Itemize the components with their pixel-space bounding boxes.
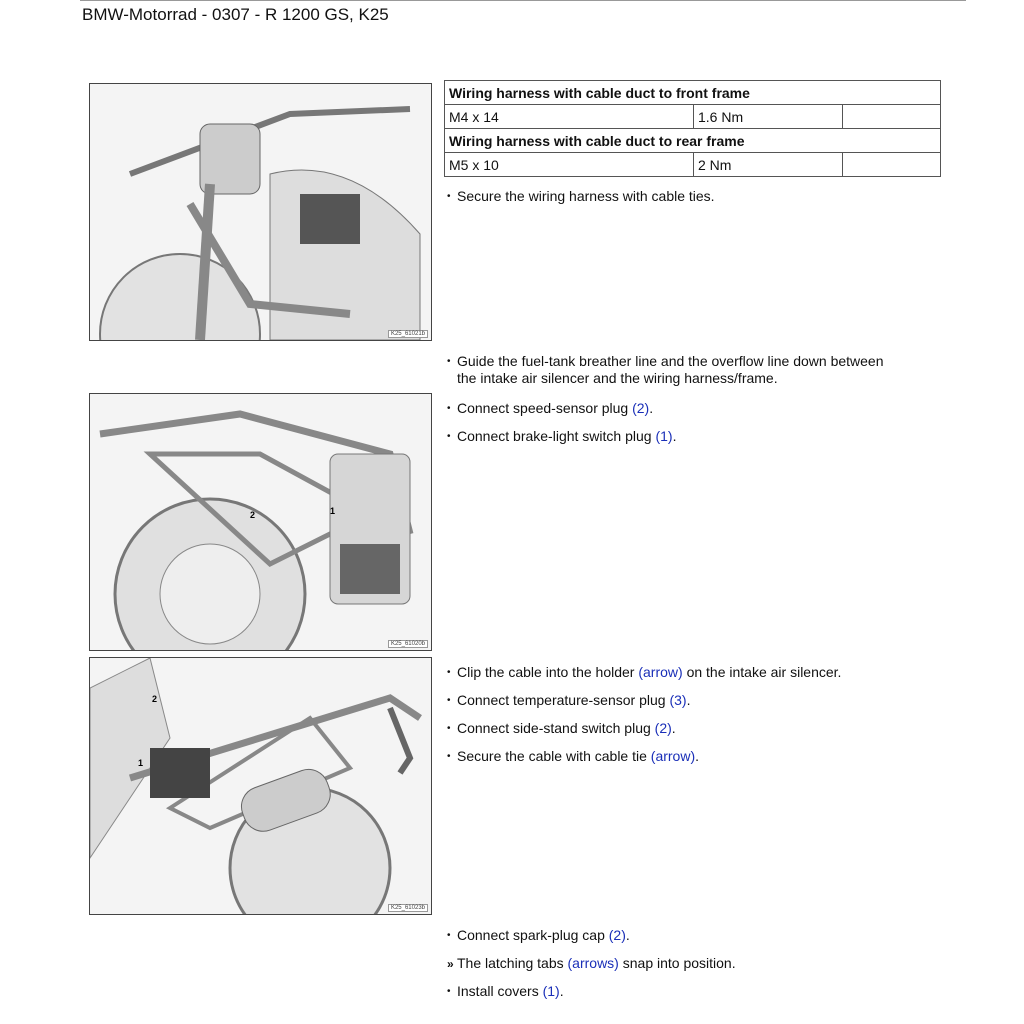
- step-text-after: on the intake air silencer.: [682, 664, 842, 680]
- step-text-after: .: [672, 428, 677, 444]
- bullet-marker: •: [447, 667, 451, 678]
- reference-link[interactable]: (arrow): [650, 748, 696, 764]
- step-text-after: .: [686, 692, 691, 708]
- step-text-after: .: [671, 720, 676, 736]
- reference-link[interactable]: (3): [669, 692, 687, 708]
- step-text: Secure the wiring harness with cable ties.: [457, 188, 715, 204]
- step-text: Connect spark-plug cap: [457, 927, 609, 943]
- figure-rear-frame: [89, 393, 432, 651]
- instruction-step: [447, 983, 564, 1000]
- table-heading-row: Wiring harness with cable duct to rear frame: [445, 129, 941, 153]
- motorcycle-front-illustration: [90, 84, 431, 340]
- step-text: Connect side-stand switch plug: [457, 720, 655, 736]
- bullet-marker: •: [447, 723, 451, 734]
- bullet-marker: •: [447, 930, 451, 941]
- instruction-step: [447, 955, 736, 973]
- step-text: Connect brake-light switch plug: [457, 428, 656, 444]
- reference-link[interactable]: (2): [608, 927, 626, 943]
- table-row: M4 x 14 1.6 Nm: [445, 105, 941, 129]
- instruction-step: [447, 428, 676, 445]
- step-text: Connect temperature-sensor plug: [457, 692, 670, 708]
- bullet-marker: •: [447, 751, 451, 762]
- motorcycle-rear-illustration: [90, 394, 431, 650]
- figure-caption: K25_61023b: [388, 904, 428, 912]
- instruction-step: [447, 720, 676, 737]
- instruction-step: [447, 664, 841, 681]
- figure-caption: K25_61021b: [388, 330, 428, 338]
- instruction-step: [447, 188, 715, 205]
- step-text: Install covers: [457, 983, 543, 999]
- figure-front-frame: [89, 83, 432, 341]
- instruction-step: [447, 748, 699, 765]
- reference-link[interactable]: (2): [654, 720, 672, 736]
- bullet-marker: •: [447, 695, 451, 706]
- step-text-after: .: [625, 927, 630, 943]
- bullet-marker: •: [447, 191, 451, 202]
- table-row: M5 x 10 2 Nm: [445, 153, 941, 177]
- step-text-after: snap into position.: [618, 955, 736, 971]
- instruction-step: [447, 353, 884, 387]
- instruction-step: [447, 927, 630, 944]
- step-text: Connect speed-sensor plug: [457, 400, 633, 416]
- callout-2: 2: [250, 510, 256, 520]
- step-text: The latching tabs: [457, 955, 568, 971]
- bullet-marker: »: [447, 957, 454, 971]
- instruction-step: [447, 692, 690, 709]
- bullet-marker: •: [447, 403, 451, 414]
- step-text: Secure the cable with cable tie: [457, 748, 651, 764]
- reference-link[interactable]: (arrows): [567, 955, 619, 971]
- bullet-marker: •: [447, 356, 451, 367]
- step-text-after: .: [559, 983, 564, 999]
- figure-caption: K25_61020b: [388, 640, 428, 648]
- page-header: BMW-Motorrad - 0307 - R 1200 GS, K25: [82, 5, 389, 24]
- table-heading-row: Wiring harness with cable duct to front frame: [445, 81, 941, 105]
- callout-2: 2: [152, 694, 158, 704]
- reference-link[interactable]: (arrow): [638, 664, 683, 680]
- step-text-after: .: [695, 748, 700, 764]
- step-text-continued: the intake air silencer and the wiring harness/frame.: [457, 370, 778, 386]
- bullet-marker: •: [447, 986, 451, 997]
- figure-side: [89, 657, 432, 915]
- reference-link[interactable]: (1): [542, 983, 560, 999]
- motorcycle-side-illustration: [90, 658, 431, 914]
- reference-link[interactable]: (2): [632, 400, 650, 416]
- reference-link[interactable]: (1): [655, 428, 673, 444]
- callout-1: 1: [330, 506, 336, 516]
- bullet-marker: •: [447, 431, 451, 442]
- callout-1: 1: [138, 758, 144, 768]
- step-text-after: .: [649, 400, 654, 416]
- torque-table: [444, 80, 941, 177]
- step-text: Clip the cable into the holder: [457, 664, 639, 680]
- step-text: Guide the fuel-tank breather line and the overflow line down between: [457, 353, 884, 369]
- instruction-step: [447, 400, 653, 417]
- top-rule: [80, 0, 966, 1]
